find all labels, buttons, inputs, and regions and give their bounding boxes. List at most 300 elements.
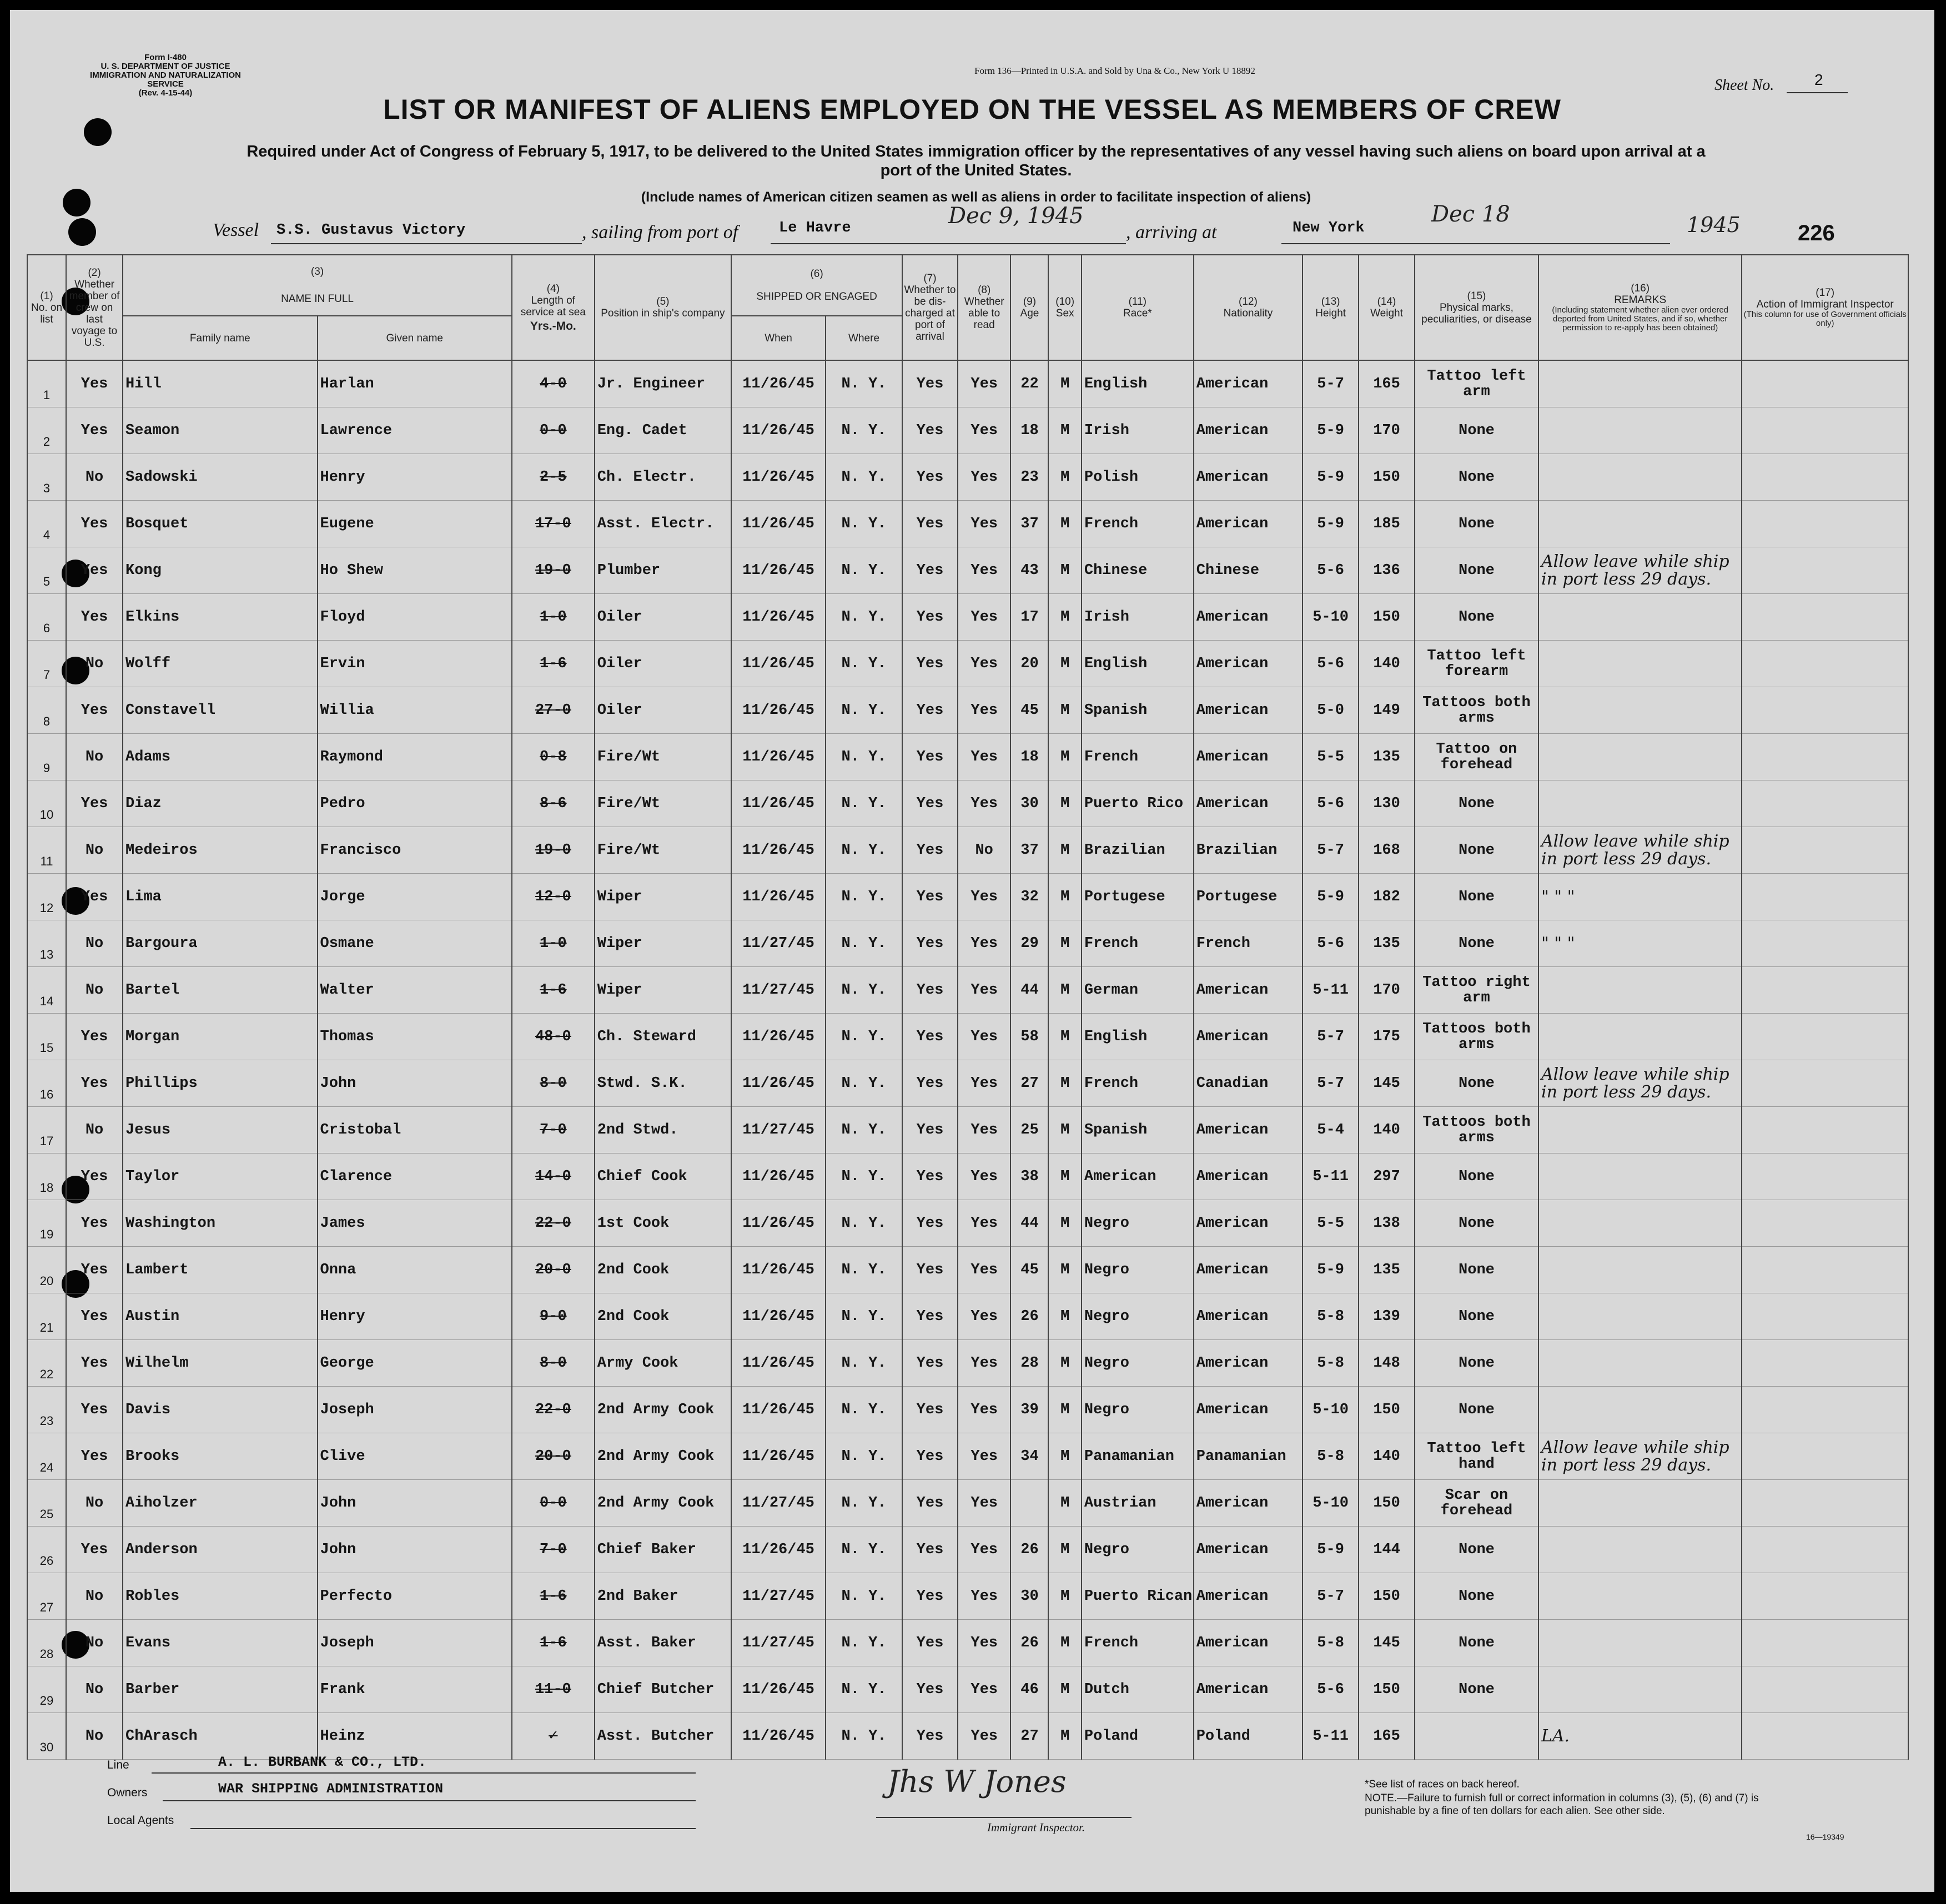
race-cell: Negro bbox=[1082, 1200, 1194, 1247]
shipped-when-cell: 11/26/45 bbox=[731, 687, 826, 734]
col-4-header: (4) Length of service at sea Yrs.-Mo. bbox=[512, 255, 595, 360]
previous-voyage-cell: No bbox=[66, 641, 123, 687]
inspector-action-cell bbox=[1742, 454, 1908, 501]
discharged-cell: Yes bbox=[902, 454, 958, 501]
col-13-header: (13) Height bbox=[1303, 255, 1359, 360]
nationality-cell: American bbox=[1194, 360, 1303, 407]
inspector-action-cell bbox=[1742, 1247, 1908, 1293]
shipped-where-cell: N. Y. bbox=[826, 501, 902, 547]
table-row bbox=[27, 501, 1908, 547]
service-length-cell: 0-0 bbox=[512, 1480, 595, 1527]
shipped-when-cell: 11/26/45 bbox=[731, 1060, 826, 1107]
height-cell: 5-8 bbox=[1303, 1340, 1359, 1387]
height-cell: 5-9 bbox=[1303, 407, 1359, 454]
family-name-cell: ChArasch bbox=[123, 1713, 317, 1760]
height-cell: 5-6 bbox=[1303, 547, 1359, 594]
shipped-when-cell: 11/26/45 bbox=[731, 1340, 826, 1387]
table-row bbox=[27, 1480, 1908, 1527]
inspector-action-cell bbox=[1742, 1433, 1908, 1480]
family-name-cell: Elkins bbox=[123, 594, 317, 641]
height-cell: 5-5 bbox=[1303, 1200, 1359, 1247]
subtitle-2: port of the United States. bbox=[880, 162, 1072, 179]
weight-cell: 185 bbox=[1359, 501, 1415, 547]
height-cell: 5-6 bbox=[1303, 920, 1359, 967]
sex-cell: M bbox=[1048, 1433, 1081, 1480]
physical-marks-cell: None bbox=[1415, 594, 1538, 641]
nationality-cell: American bbox=[1194, 1014, 1303, 1060]
height-cell: 5-8 bbox=[1303, 1620, 1359, 1666]
able-to-read-cell: Yes bbox=[958, 1014, 1011, 1060]
vessel-name: S.S. Gustavus Victory bbox=[276, 222, 466, 239]
signature-underline bbox=[876, 1817, 1132, 1818]
service-length-cell: 20-0 bbox=[512, 1433, 595, 1480]
height-cell: 5-7 bbox=[1303, 1014, 1359, 1060]
position-cell: 2nd Stwd. bbox=[595, 1107, 731, 1154]
shipped-when-cell: 11/27/45 bbox=[731, 1480, 826, 1527]
nationality-cell: American bbox=[1194, 407, 1303, 454]
weight-cell: 148 bbox=[1359, 1340, 1415, 1387]
col-2-header: (2) Whether member of crew on last voyage to U.S. bbox=[66, 255, 123, 360]
physical-marks-cell: None bbox=[1415, 1527, 1538, 1573]
nationality-cell: American bbox=[1194, 967, 1303, 1014]
row-number-cell: 25 bbox=[27, 1480, 66, 1527]
position-cell: Asst. Baker bbox=[595, 1620, 731, 1666]
weight-cell: 138 bbox=[1359, 1200, 1415, 1247]
table-row bbox=[27, 1713, 1908, 1760]
weight-cell: 150 bbox=[1359, 1666, 1415, 1713]
sex-cell: M bbox=[1048, 1387, 1081, 1433]
nationality-cell: American bbox=[1194, 1154, 1303, 1200]
race-cell: Negro bbox=[1082, 1527, 1194, 1573]
remarks-cell bbox=[1538, 1527, 1742, 1573]
punch-hole bbox=[68, 218, 96, 246]
family-name-cell: Jesus bbox=[123, 1107, 317, 1154]
page-title: LIST OR MANIFEST OF ALIENS EMPLOYED ON THE VESSEL AS MEMBERS OF CREW bbox=[383, 94, 1561, 125]
row-number-cell: 18 bbox=[27, 1154, 66, 1200]
position-cell: 2nd Baker bbox=[595, 1573, 731, 1620]
physical-marks-cell: None bbox=[1415, 874, 1538, 920]
service-length-cell: 1-6 bbox=[512, 1620, 595, 1666]
position-cell: Wiper bbox=[595, 920, 731, 967]
inspector-action-cell bbox=[1742, 1527, 1908, 1573]
inspector-action-cell bbox=[1742, 1014, 1908, 1060]
remarks-cell bbox=[1538, 501, 1742, 547]
previous-voyage-cell: Yes bbox=[66, 687, 123, 734]
shipped-where-cell: N. Y. bbox=[826, 827, 902, 874]
age-cell: 23 bbox=[1010, 454, 1048, 501]
table-row bbox=[27, 1200, 1908, 1247]
service-length-cell: 1-6 bbox=[512, 641, 595, 687]
subtitle-1: Required under Act of Congress of February 5, 1917, to be delivered to the United States immigration officer by the representatives of any vessel having such aliens on board upon arrival at a bbox=[247, 143, 1706, 160]
height-cell: 5-9 bbox=[1303, 874, 1359, 920]
owners-underline bbox=[163, 1800, 696, 1801]
service-length-cell: 1-6 bbox=[512, 967, 595, 1014]
family-name-cell: Anderson bbox=[123, 1527, 317, 1573]
race-cell: Irish bbox=[1082, 594, 1194, 641]
given-name-cell: Onna bbox=[318, 1247, 512, 1293]
row-number-cell: 16 bbox=[27, 1060, 66, 1107]
inspector-action-cell bbox=[1742, 967, 1908, 1014]
shipped-where-cell: N. Y. bbox=[826, 407, 902, 454]
shipped-when-cell: 11/27/45 bbox=[731, 1573, 826, 1620]
given-name-cell: Henry bbox=[318, 454, 512, 501]
shipped-where-cell: N. Y. bbox=[826, 1060, 902, 1107]
height-cell: 5-9 bbox=[1303, 1527, 1359, 1573]
sailing-label: , sailing from port of bbox=[582, 222, 738, 243]
previous-voyage-cell: No bbox=[66, 1107, 123, 1154]
row-number-cell: 26 bbox=[27, 1527, 66, 1573]
row-number-cell: 3 bbox=[27, 454, 66, 501]
given-name-cell: Harlan bbox=[318, 360, 512, 407]
family-name-cell: Taylor bbox=[123, 1154, 317, 1200]
given-name-cell: Willia bbox=[318, 687, 512, 734]
remarks-cell bbox=[1538, 594, 1742, 641]
age-cell: 30 bbox=[1010, 1573, 1048, 1620]
row-number-cell: 14 bbox=[27, 967, 66, 1014]
race-cell: Poland bbox=[1082, 1713, 1194, 1760]
service-length-cell: 8-0 bbox=[512, 1060, 595, 1107]
physical-marks-cell: None bbox=[1415, 1060, 1538, 1107]
given-name-cell: Ho Shew bbox=[318, 547, 512, 594]
shipped-where-cell: N. Y. bbox=[826, 1527, 902, 1573]
age-cell bbox=[1010, 1480, 1048, 1527]
table-row bbox=[27, 1107, 1908, 1154]
table-row bbox=[27, 687, 1908, 734]
race-cell: Puerto Rico bbox=[1082, 780, 1194, 827]
remarks-cell bbox=[1538, 1014, 1742, 1060]
shipped-when-cell: 11/26/45 bbox=[731, 594, 826, 641]
able-to-read-cell: No bbox=[958, 827, 1011, 874]
age-cell: 45 bbox=[1010, 1247, 1048, 1293]
able-to-read-cell: Yes bbox=[958, 874, 1011, 920]
remarks-cell bbox=[1538, 967, 1742, 1014]
row-number-cell: 12 bbox=[27, 874, 66, 920]
service-length-cell: 1-0 bbox=[512, 920, 595, 967]
race-cell: Negro bbox=[1082, 1293, 1194, 1340]
height-cell: 5-8 bbox=[1303, 1433, 1359, 1480]
inspector-action-cell bbox=[1742, 687, 1908, 734]
previous-voyage-cell: Yes bbox=[66, 1247, 123, 1293]
arriving-label: , arriving at bbox=[1126, 222, 1217, 243]
row-number-cell: 21 bbox=[27, 1293, 66, 1340]
race-cell: Polish bbox=[1082, 454, 1194, 501]
weight-cell: 140 bbox=[1359, 641, 1415, 687]
physical-marks-cell: None bbox=[1415, 1154, 1538, 1200]
physical-marks-cell: Scar on forehead bbox=[1415, 1480, 1538, 1527]
weight-cell: 136 bbox=[1359, 547, 1415, 594]
previous-voyage-cell: No bbox=[66, 967, 123, 1014]
nationality-cell: Canadian bbox=[1194, 1060, 1303, 1107]
weight-cell: 297 bbox=[1359, 1154, 1415, 1200]
race-cell: Negro bbox=[1082, 1387, 1194, 1433]
crew-table bbox=[27, 254, 1909, 1760]
given-name-cell: Clive bbox=[318, 1433, 512, 1480]
remarks-cell: Allow leave while ship in port less 29 days. bbox=[1538, 547, 1742, 594]
age-cell: 46 bbox=[1010, 1666, 1048, 1713]
discharged-cell: Yes bbox=[902, 1620, 958, 1666]
shipped-where-cell: N. Y. bbox=[826, 1480, 902, 1527]
shipped-when-cell: 11/26/45 bbox=[731, 827, 826, 874]
nationality-cell: Portugese bbox=[1194, 874, 1303, 920]
given-name-cell: Jorge bbox=[318, 874, 512, 920]
col-3-header: (3) NAME IN FULL bbox=[123, 255, 512, 316]
weight-cell: 175 bbox=[1359, 1014, 1415, 1060]
age-cell: 29 bbox=[1010, 920, 1048, 967]
physical-marks-cell: None bbox=[1415, 1573, 1538, 1620]
discharged-cell: Yes bbox=[902, 687, 958, 734]
crew-rows bbox=[27, 360, 1908, 1760]
discharged-cell: Yes bbox=[902, 874, 958, 920]
discharged-cell: Yes bbox=[902, 1247, 958, 1293]
position-cell: Chief Baker bbox=[595, 1527, 731, 1573]
agents-underline bbox=[190, 1828, 696, 1829]
shipped-where-cell: N. Y. bbox=[826, 1666, 902, 1713]
weight-cell: 140 bbox=[1359, 1433, 1415, 1480]
table-row bbox=[27, 1387, 1908, 1433]
row-number-cell: 8 bbox=[27, 687, 66, 734]
remarks-cell bbox=[1538, 734, 1742, 780]
table-row bbox=[27, 407, 1908, 454]
inspector-action-cell bbox=[1742, 1293, 1908, 1340]
family-name-cell: Hill bbox=[123, 360, 317, 407]
able-to-read-cell: Yes bbox=[958, 1666, 1011, 1713]
given-name-cell: John bbox=[318, 1480, 512, 1527]
remarks-cell: " " " bbox=[1538, 874, 1742, 920]
nationality-cell: Brazilian bbox=[1194, 827, 1303, 874]
row-number-cell: 17 bbox=[27, 1107, 66, 1154]
weight-cell: 150 bbox=[1359, 1480, 1415, 1527]
physical-marks-cell: Tattoo right arm bbox=[1415, 967, 1538, 1014]
shipped-where-cell: N. Y. bbox=[826, 874, 902, 920]
family-name-cell: Austin bbox=[123, 1293, 317, 1340]
age-cell: 26 bbox=[1010, 1293, 1048, 1340]
row-number-cell: 19 bbox=[27, 1200, 66, 1247]
family-name-cell: Davis bbox=[123, 1387, 317, 1433]
sex-cell: M bbox=[1048, 454, 1081, 501]
physical-marks-cell: None bbox=[1415, 1247, 1538, 1293]
given-name-cell: Floyd bbox=[318, 594, 512, 641]
table-row bbox=[27, 1666, 1908, 1713]
race-cell: Irish bbox=[1082, 407, 1194, 454]
shipped-when-cell: 11/26/45 bbox=[731, 1387, 826, 1433]
previous-voyage-cell: No bbox=[66, 827, 123, 874]
race-cell: Dutch bbox=[1082, 1666, 1194, 1713]
weight-cell: 145 bbox=[1359, 1620, 1415, 1666]
service-length-cell: 7-0 bbox=[512, 1107, 595, 1154]
remarks-cell bbox=[1538, 1480, 1742, 1527]
sex-cell: M bbox=[1048, 1340, 1081, 1387]
arrival-port: New York bbox=[1293, 220, 1365, 236]
height-cell: 5-4 bbox=[1303, 1107, 1359, 1154]
given-name-cell: Frank bbox=[318, 1666, 512, 1713]
able-to-read-cell: Yes bbox=[958, 360, 1011, 407]
inspector-action-cell bbox=[1742, 1713, 1908, 1760]
table-row bbox=[27, 360, 1908, 407]
weight-cell: 145 bbox=[1359, 1060, 1415, 1107]
remarks-cell: Allow leave while ship in port less 29 days. bbox=[1538, 1060, 1742, 1107]
race-cell: Spanish bbox=[1082, 1107, 1194, 1154]
able-to-read-cell: Yes bbox=[958, 920, 1011, 967]
punch-hole bbox=[63, 189, 90, 216]
weight-cell: 170 bbox=[1359, 407, 1415, 454]
service-length-cell: 9-0 bbox=[512, 1293, 595, 1340]
inspector-action-cell bbox=[1742, 1387, 1908, 1433]
position-cell: Fire/Wt bbox=[595, 780, 731, 827]
physical-marks-cell: Tattoos both arms bbox=[1415, 1107, 1538, 1154]
row-number-cell: 23 bbox=[27, 1387, 66, 1433]
weight-cell: 130 bbox=[1359, 780, 1415, 827]
previous-voyage-cell: Yes bbox=[66, 1014, 123, 1060]
age-cell: 18 bbox=[1010, 734, 1048, 780]
table-row bbox=[27, 1573, 1908, 1620]
form-id-block bbox=[74, 53, 257, 98]
agents-label: Local Agents bbox=[107, 1814, 174, 1827]
height-cell: 5-5 bbox=[1303, 734, 1359, 780]
able-to-read-cell: Yes bbox=[958, 1527, 1011, 1573]
col-5-header: (5) Position in ship's company bbox=[595, 255, 731, 360]
discharged-cell: Yes bbox=[902, 734, 958, 780]
age-cell: 39 bbox=[1010, 1387, 1048, 1433]
sex-cell: M bbox=[1048, 1060, 1081, 1107]
subtitle-3: (Include names of American citizen seamen as well as aliens in order to facilitate inspection of aliens) bbox=[641, 189, 1311, 205]
table-row bbox=[27, 547, 1908, 594]
service-length-cell: 22-0 bbox=[512, 1387, 595, 1433]
remarks-cell bbox=[1538, 1107, 1742, 1154]
shipped-where-cell: N. Y. bbox=[826, 1154, 902, 1200]
nationality-cell: American bbox=[1194, 1527, 1303, 1573]
family-name-cell: Medeiros bbox=[123, 827, 317, 874]
position-cell: Asst. Electr. bbox=[595, 501, 731, 547]
position-cell: 2nd Army Cook bbox=[595, 1387, 731, 1433]
physical-marks-cell: None bbox=[1415, 1620, 1538, 1666]
inspector-action-cell bbox=[1742, 1573, 1908, 1620]
given-name-cell: Ervin bbox=[318, 641, 512, 687]
shipped-when-cell: 11/26/45 bbox=[731, 407, 826, 454]
row-number-cell: 13 bbox=[27, 920, 66, 967]
service: IMMIGRATION AND NATURALIZATION SERVICE bbox=[90, 70, 241, 89]
row-number-cell: 20 bbox=[27, 1247, 66, 1293]
family-name-cell: Lambert bbox=[123, 1247, 317, 1293]
row-number-cell: 4 bbox=[27, 501, 66, 547]
col-6-header: (6) SHIPPED OR ENGAGED bbox=[731, 255, 902, 316]
age-cell: 22 bbox=[1010, 360, 1048, 407]
races-note: *See list of races on back hereof. bbox=[1365, 1779, 1520, 1790]
family-name-cell: Evans bbox=[123, 1620, 317, 1666]
row-number-cell: 5 bbox=[27, 547, 66, 594]
race-cell: German bbox=[1082, 967, 1194, 1014]
age-cell: 45 bbox=[1010, 687, 1048, 734]
line-label: Line bbox=[107, 1759, 129, 1771]
able-to-read-cell: Yes bbox=[958, 547, 1011, 594]
row-number-cell: 2 bbox=[27, 407, 66, 454]
shipped-when-cell: 11/26/45 bbox=[731, 360, 826, 407]
row-number-cell: 24 bbox=[27, 1433, 66, 1480]
sex-cell: M bbox=[1048, 734, 1081, 780]
row-number-cell: 27 bbox=[27, 1573, 66, 1620]
revision: (Rev. 4-15-44) bbox=[138, 88, 193, 98]
shipped-where-cell: N. Y. bbox=[826, 641, 902, 687]
given-name-header: Given name bbox=[318, 316, 512, 360]
physical-marks-cell: None bbox=[1415, 827, 1538, 874]
race-cell: Negro bbox=[1082, 1340, 1194, 1387]
able-to-read-cell: Yes bbox=[958, 1293, 1011, 1340]
given-name-cell: Joseph bbox=[318, 1620, 512, 1666]
inspector-action-cell bbox=[1742, 1620, 1908, 1666]
weight-cell: 182 bbox=[1359, 874, 1415, 920]
position-cell: Stwd. S.K. bbox=[595, 1060, 731, 1107]
sex-cell: M bbox=[1048, 1713, 1081, 1760]
weight-cell: 150 bbox=[1359, 594, 1415, 641]
discharged-cell: Yes bbox=[902, 1573, 958, 1620]
shipped-when-cell: 11/26/45 bbox=[731, 641, 826, 687]
able-to-read-cell: Yes bbox=[958, 687, 1011, 734]
family-name-cell: Kong bbox=[123, 547, 317, 594]
discharged-cell: Yes bbox=[902, 594, 958, 641]
height-cell: 5-6 bbox=[1303, 641, 1359, 687]
age-cell: 58 bbox=[1010, 1014, 1048, 1060]
previous-voyage-cell: Yes bbox=[66, 1387, 123, 1433]
weight-cell: 165 bbox=[1359, 1713, 1415, 1760]
shipped-where-cell: N. Y. bbox=[826, 1620, 902, 1666]
nationality-cell: American bbox=[1194, 780, 1303, 827]
able-to-read-cell: Yes bbox=[958, 1247, 1011, 1293]
table-row bbox=[27, 734, 1908, 780]
family-name-header: Family name bbox=[123, 316, 317, 360]
service-length-cell: 0-8 bbox=[512, 734, 595, 780]
position-cell: Fire/Wt bbox=[595, 827, 731, 874]
shipped-where-cell: N. Y. bbox=[826, 1014, 902, 1060]
manifest-sheet bbox=[10, 10, 1934, 1892]
given-name-cell: Pedro bbox=[318, 780, 512, 827]
position-cell: Plumber bbox=[595, 547, 731, 594]
service-length-cell: 27-0 bbox=[512, 687, 595, 734]
shipped-when-cell: 11/26/45 bbox=[731, 1666, 826, 1713]
nationality-cell: American bbox=[1194, 454, 1303, 501]
able-to-read-cell: Yes bbox=[958, 501, 1011, 547]
able-to-read-cell: Yes bbox=[958, 780, 1011, 827]
age-cell: 37 bbox=[1010, 827, 1048, 874]
inspector-action-cell bbox=[1742, 1340, 1908, 1387]
inspector-action-cell bbox=[1742, 547, 1908, 594]
nationality-cell: American bbox=[1194, 501, 1303, 547]
shipped-where-cell: N. Y. bbox=[826, 1387, 902, 1433]
sheet-label: Sheet No. bbox=[1714, 77, 1774, 94]
age-cell: 32 bbox=[1010, 874, 1048, 920]
height-cell: 5-7 bbox=[1303, 360, 1359, 407]
sex-cell: M bbox=[1048, 687, 1081, 734]
family-name-cell: Robles bbox=[123, 1573, 317, 1620]
given-name-cell: Heinz bbox=[318, 1713, 512, 1760]
age-cell: 28 bbox=[1010, 1340, 1048, 1387]
service-length-cell: 19-0 bbox=[512, 827, 595, 874]
position-cell: Wiper bbox=[595, 967, 731, 1014]
col-16-header: (16) REMARKS (Including statement whether alien ever ordered deported from United States, and if so, whether permission to re-apply has been obtained) bbox=[1538, 255, 1742, 360]
vessel-underline bbox=[271, 243, 582, 244]
age-cell: 38 bbox=[1010, 1154, 1048, 1200]
family-name-cell: Seamon bbox=[123, 407, 317, 454]
discharged-cell: Yes bbox=[902, 1666, 958, 1713]
inspector-action-cell bbox=[1742, 827, 1908, 874]
line-value: A. L. BURBANK & CO., LTD. bbox=[218, 1754, 427, 1770]
age-cell: 17 bbox=[1010, 594, 1048, 641]
age-cell: 34 bbox=[1010, 1433, 1048, 1480]
inspector-label: Immigrant Inspector. bbox=[987, 1821, 1085, 1834]
discharged-cell: Yes bbox=[902, 1060, 958, 1107]
service-length-cell: 2-5 bbox=[512, 454, 595, 501]
remarks-cell bbox=[1538, 1293, 1742, 1340]
discharged-cell: Yes bbox=[902, 641, 958, 687]
race-cell: Austrian bbox=[1082, 1480, 1194, 1527]
